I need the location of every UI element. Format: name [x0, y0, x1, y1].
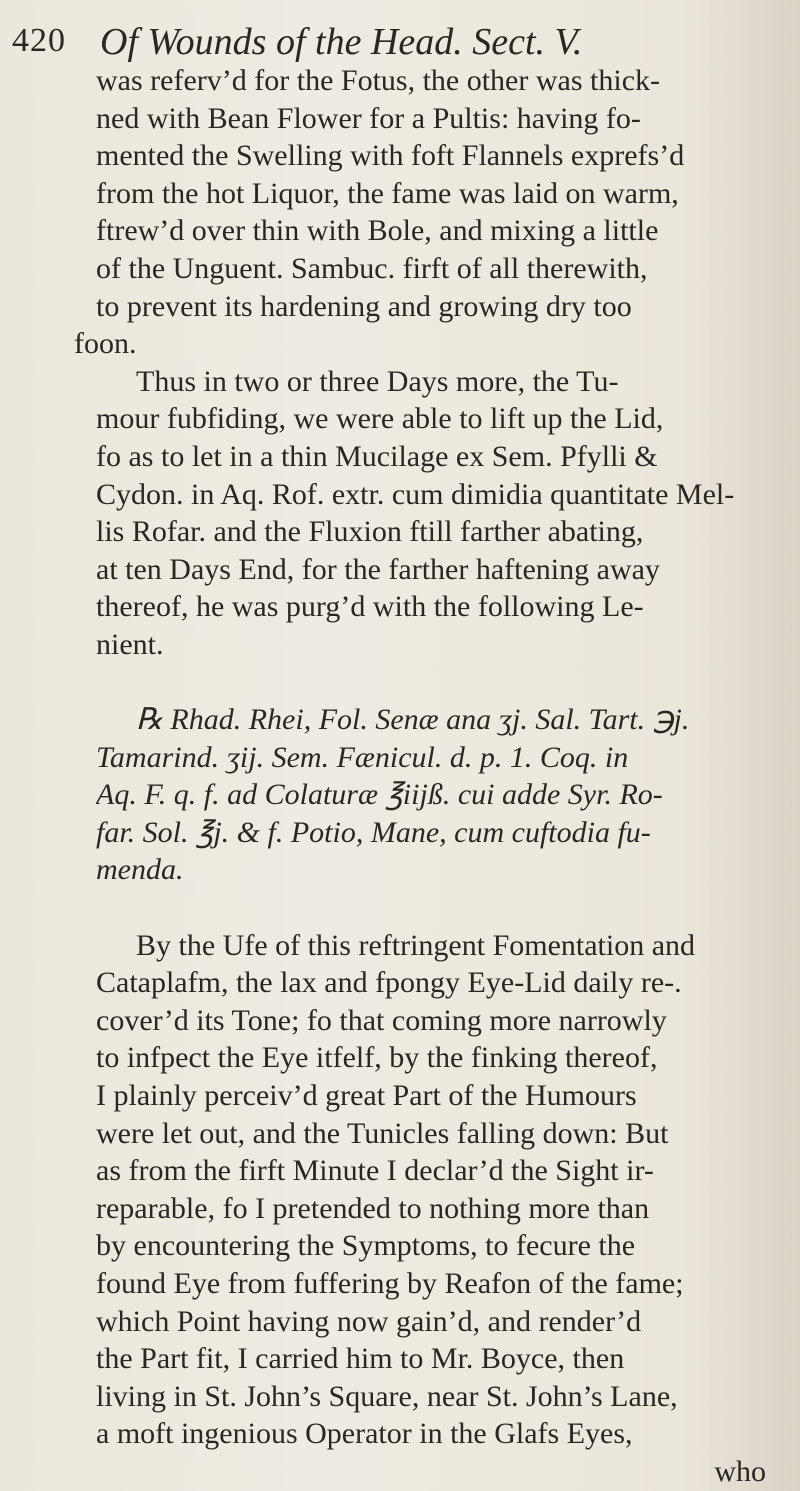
text-line: as from the firft Minute I declar’d the Sight ir-	[96, 1154, 654, 1188]
text-line: lis Rofar. and the Fluxion ftill farther abating,	[96, 515, 644, 549]
text-line: ftrew’d over thin with Bole, and mixing a little	[96, 214, 659, 248]
text-line: to infpect the Eye itfelf, by the finking thereof,	[96, 1041, 658, 1075]
paragraph-gap	[96, 664, 786, 702]
prescription-line: far. Sol. ℥j. & f. Potio, Mane, cum cuftodia fu-	[96, 815, 651, 849]
text-line: found Eye from fuffering by Reafon of the fame;	[96, 1267, 684, 1300]
body-text	[74, 62, 786, 1491]
text-line: foon.	[74, 327, 137, 361]
text-line: Cataplafm, the lax and fpongy Eye-Lid daily re-.	[96, 966, 682, 1000]
prescription-line: Aq. F. q. f. ad Colaturæ ℥iijß. cui adde Syr. Ro-	[96, 778, 663, 812]
prescription-line: menda.	[96, 853, 184, 887]
text-line: mented the Swelling with foft Flannels exprefs’d	[96, 139, 685, 173]
text-line: which Point having now gain’d, and render’d	[96, 1304, 642, 1338]
text-line: fo as to let in a thin Mucilage ex Sem. Pfylli &	[96, 439, 658, 473]
page-number: 420	[12, 22, 66, 59]
catchword: who	[714, 1454, 766, 1488]
text-line: cover’d its Tone; fo that coming more narrowly	[96, 1003, 667, 1037]
text-line: were let out, and the Tunicles falling down: But	[96, 1116, 669, 1150]
paragraph-start: Thus in two or three Days more, the Tu-	[136, 364, 619, 398]
text-line: Cydon. in Aq. Rof. extr. cum dimidia quantitate Mel-	[96, 477, 735, 511]
text-line: I plainly perceiv’d great Part of the Humours	[96, 1079, 637, 1113]
text-line: from the hot Liquor, the fame was laid on warm,	[96, 176, 679, 210]
text-line: at ten Days End, for the farther haftening away	[96, 552, 660, 586]
text-line: nient.	[96, 627, 164, 661]
prescription-line: Tamarind. ʒij. Sem. Fænicul. d. p. 1. Coq. in	[96, 740, 629, 774]
paragraph-gap	[96, 889, 786, 927]
text-line: reparable, fo I pretended to nothing more than	[96, 1191, 650, 1225]
text-line: to prevent its hardening and growing dry too	[96, 289, 632, 323]
text-line: a moft ingenious Operator in the Glafs Eyes,	[96, 1417, 633, 1451]
text-line: was referv’d for the Fotus, the other was thick-	[96, 64, 660, 97]
text-line: mour fubfiding, we were able to lift up the Lid,	[96, 402, 664, 436]
text-line: living in St. John’s Square, near St. John’s Lane,	[96, 1379, 678, 1413]
prescription-line: ℞ Rhad. Rhei, Fol. Senæ ana ʒj. Sal. Tart. ℈j.	[136, 703, 690, 737]
text-line: ned with Bean Flower for a Pultis: having fo-	[96, 101, 641, 135]
text-line: by encountering the Symptoms, to fecure the	[96, 1229, 636, 1263]
text-line: the Part fit, I carried him to Mr. Boyce, then	[96, 1342, 625, 1376]
paragraph-start: By the Ufe of this reftringent Fomentation and	[136, 928, 696, 962]
text-line: thereof, he was purg’d with the following Le-	[96, 590, 644, 624]
running-title: Of Wounds of the Head. Sect. V.	[100, 21, 583, 63]
text-line: of the Unguent. Sambuc. firft of all therewith,	[96, 251, 648, 285]
